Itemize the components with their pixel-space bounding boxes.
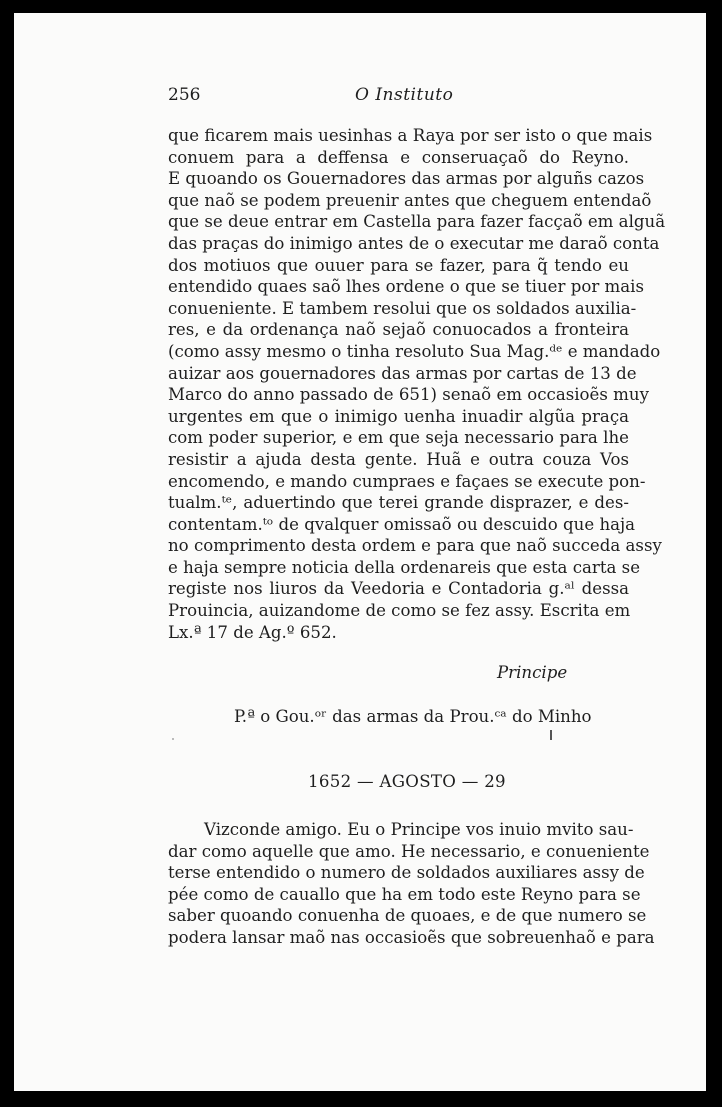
text-line: auizar aos gouernadores das armas por cartas de 13 de — [168, 363, 637, 383]
text-line: encomendo, e mando cumpraes e façaes se execute pon- — [168, 471, 646, 491]
text-line: Lx.ª 17 de Ag.º 652. — [168, 622, 337, 642]
text-line: que se deue entrar em Castella para fazer facçaõ em alguã — [168, 212, 666, 232]
letter-body — [168, 125, 666, 643]
text-line: Prouincia, auizandome de como se fez assy. Escrita em — [168, 601, 631, 621]
text-line: podera lansar maõ nas occasioẽs que sobreuenhaõ e para — [168, 927, 655, 947]
second-letter-body — [168, 819, 655, 949]
document-page — [14, 13, 706, 1091]
text-line: com poder superior, e em que seja necessario para lhe — [168, 428, 629, 448]
text-line: (como assy mesmo o tinha resoluto Sua Mag.ᵈᵉ e mandado — [168, 341, 661, 361]
scan-mark — [550, 730, 552, 740]
text-line: Vizconde amigo. Eu o Principe vos inuio mvito sau- — [204, 820, 634, 839]
text-line: E quoando os Gouernadores das armas por alguñs cazos — [168, 169, 645, 189]
text-line: dar como aquelle que amo. He necessario, e conueniente — [168, 841, 650, 861]
text-line: conueniente. E tambem resolui que os soldados auxilia- — [168, 298, 637, 318]
text-line: das praças do inimigo antes de o executar me daraõ conta — [168, 233, 660, 253]
text-line: tualm.ᵗᵉ, aduertindo que terei grande disprazer, e des- — [168, 493, 629, 513]
scan-dot — [172, 738, 174, 740]
text-line: que naõ se podem preuenir antes que cheguem entendaõ — [168, 190, 652, 210]
signature: Principe — [497, 663, 568, 682]
page-number: 256 — [168, 85, 201, 105]
text-line: Marco do anno passado de 651) senaõ em occasioẽs muy — [168, 385, 649, 405]
text-line: pée como de cauallo que ha em todo este Reyno para se — [168, 884, 641, 904]
text-line: contentam.ᵗᵒ de qvalquer omissaõ ou descuido que haja — [168, 514, 636, 534]
page-header — [168, 85, 583, 109]
text-line: urgentes em que o inimigo uenha inuadir algũa praça — [168, 406, 629, 426]
date-heading: 1652 — AGOSTO — 29 — [308, 772, 506, 791]
text-line: resistir a ajuda desta gente. Huã e outra couza Vos — [168, 449, 629, 469]
text-line: e haja sempre noticia della ordenareis que esta carta se — [168, 557, 641, 577]
text-line: entendido quaes saõ lhes ordene o que se tiuer por mais — [168, 277, 644, 297]
text-line: registe nos liuros da Veedoria e Contadoria g.ᵃˡ dessa — [168, 579, 629, 599]
text-line: no comprimento desta ordem e para que naõ succeda assy — [168, 536, 662, 556]
running-title: O Instituto — [355, 85, 454, 105]
text-line: saber quoando conuenha de quoaes, e de que numero se — [168, 906, 647, 926]
text-line: res, e da ordenança naõ sejaõ conuocados a fronteira — [168, 320, 629, 340]
addressee-line: P.ª o Gou.ᵒʳ das armas da Prou.ᶜᵃ do Minho — [234, 707, 592, 726]
text-line: conuem para a deffensa e conseruaçaõ do Reyno. — [168, 147, 629, 167]
text-line: dos motiuos que ouuer para se fazer, para q̃ tendo eu — [168, 255, 629, 275]
text-line: terse entendido o numero de soldados auxiliares assy de — [168, 863, 645, 883]
text-line: que ficarem mais uesinhas a Raya por ser isto o que mais — [168, 126, 653, 145]
